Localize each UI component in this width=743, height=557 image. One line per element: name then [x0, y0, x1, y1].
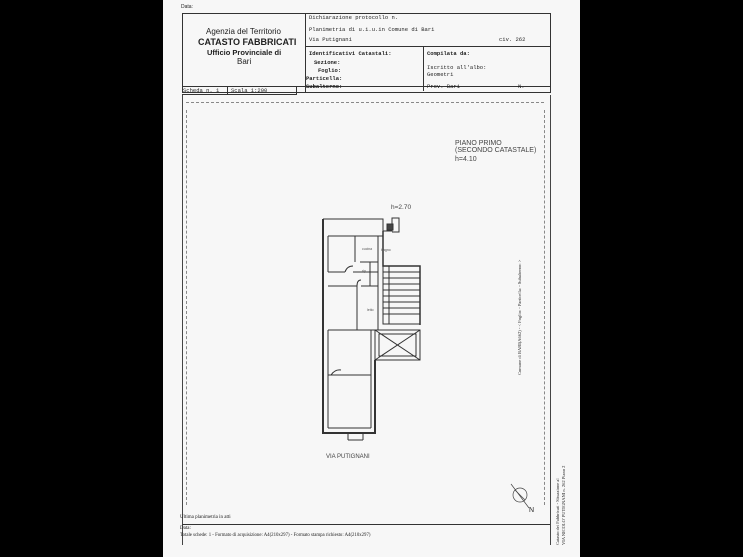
date-label: Data: [181, 4, 193, 10]
room-label-bedroom: letto [367, 308, 374, 312]
street-label: Via Putignani [309, 36, 352, 43]
side-text-situation: Catasto dei Fabbricati - Situazione al [555, 478, 560, 545]
cadastral-document [163, 0, 580, 557]
civic-number: civ. 262 [499, 36, 526, 43]
room-label-bathroom: bagno [381, 248, 391, 252]
profession-value: Geometri [427, 71, 454, 78]
foglio-label: Foglio: [318, 67, 342, 74]
office-city: Bari [237, 57, 252, 66]
planimetry-label: Planimetria di u.i.u.in Comune di Bari [309, 26, 435, 33]
small-room-height: h=2.70 [391, 204, 412, 211]
subalterno-label: Subalterno: [306, 83, 343, 90]
identifiers-title: Identificativi Catastali: [309, 50, 392, 57]
sezione-label: Sezione: [314, 59, 341, 66]
floor-height: h=4.10 [455, 156, 477, 163]
agency-name: Agenzia del Territorio [206, 27, 282, 36]
street-name-label: VIA PUTIGNANI [326, 454, 370, 460]
room-label-kitchen: cucina [362, 247, 373, 251]
catasto-title: CATASTO FABBRICATI [198, 37, 297, 47]
footer-date: Data: [180, 526, 191, 531]
compass-north-label: N [529, 507, 535, 514]
side-text-address: VIA NICOLO' PUTIGNANI n. 262 Piano 2 [561, 465, 566, 545]
footer-format: Totale schede: 1 - Formato di acquisizione: A4(210x297) - Formato stampa richiesto: A4(210x297) [180, 533, 371, 538]
particella-label: Particella: [306, 75, 343, 82]
scheda-label: Scheda n. 1 [183, 87, 220, 94]
floor-title: PIANO PRIMO [455, 140, 502, 147]
last-plan-label: Ultima planimetria in atti [180, 515, 231, 520]
registration-number: N. [518, 83, 525, 90]
compass-icon [511, 484, 529, 508]
floor-subtitle: (SECONDO CATASTALE) [455, 147, 537, 154]
compiled-title: Compilata da: [427, 50, 470, 57]
room-label-storage: rip. [362, 269, 367, 273]
side-text-middle: Comune di BARI(A662) - < Foglio: - Particella: - Subalterno: > [517, 259, 522, 375]
office-label: Ufficio Provinciale di [207, 48, 282, 57]
scala-label: Scala 1:200 [231, 87, 268, 94]
province-value: Prov. Bari [427, 83, 461, 90]
registered-label: Iscritto all'albo: [427, 64, 487, 71]
protocol-label: Dichiarazione protocollo n. [309, 14, 399, 21]
